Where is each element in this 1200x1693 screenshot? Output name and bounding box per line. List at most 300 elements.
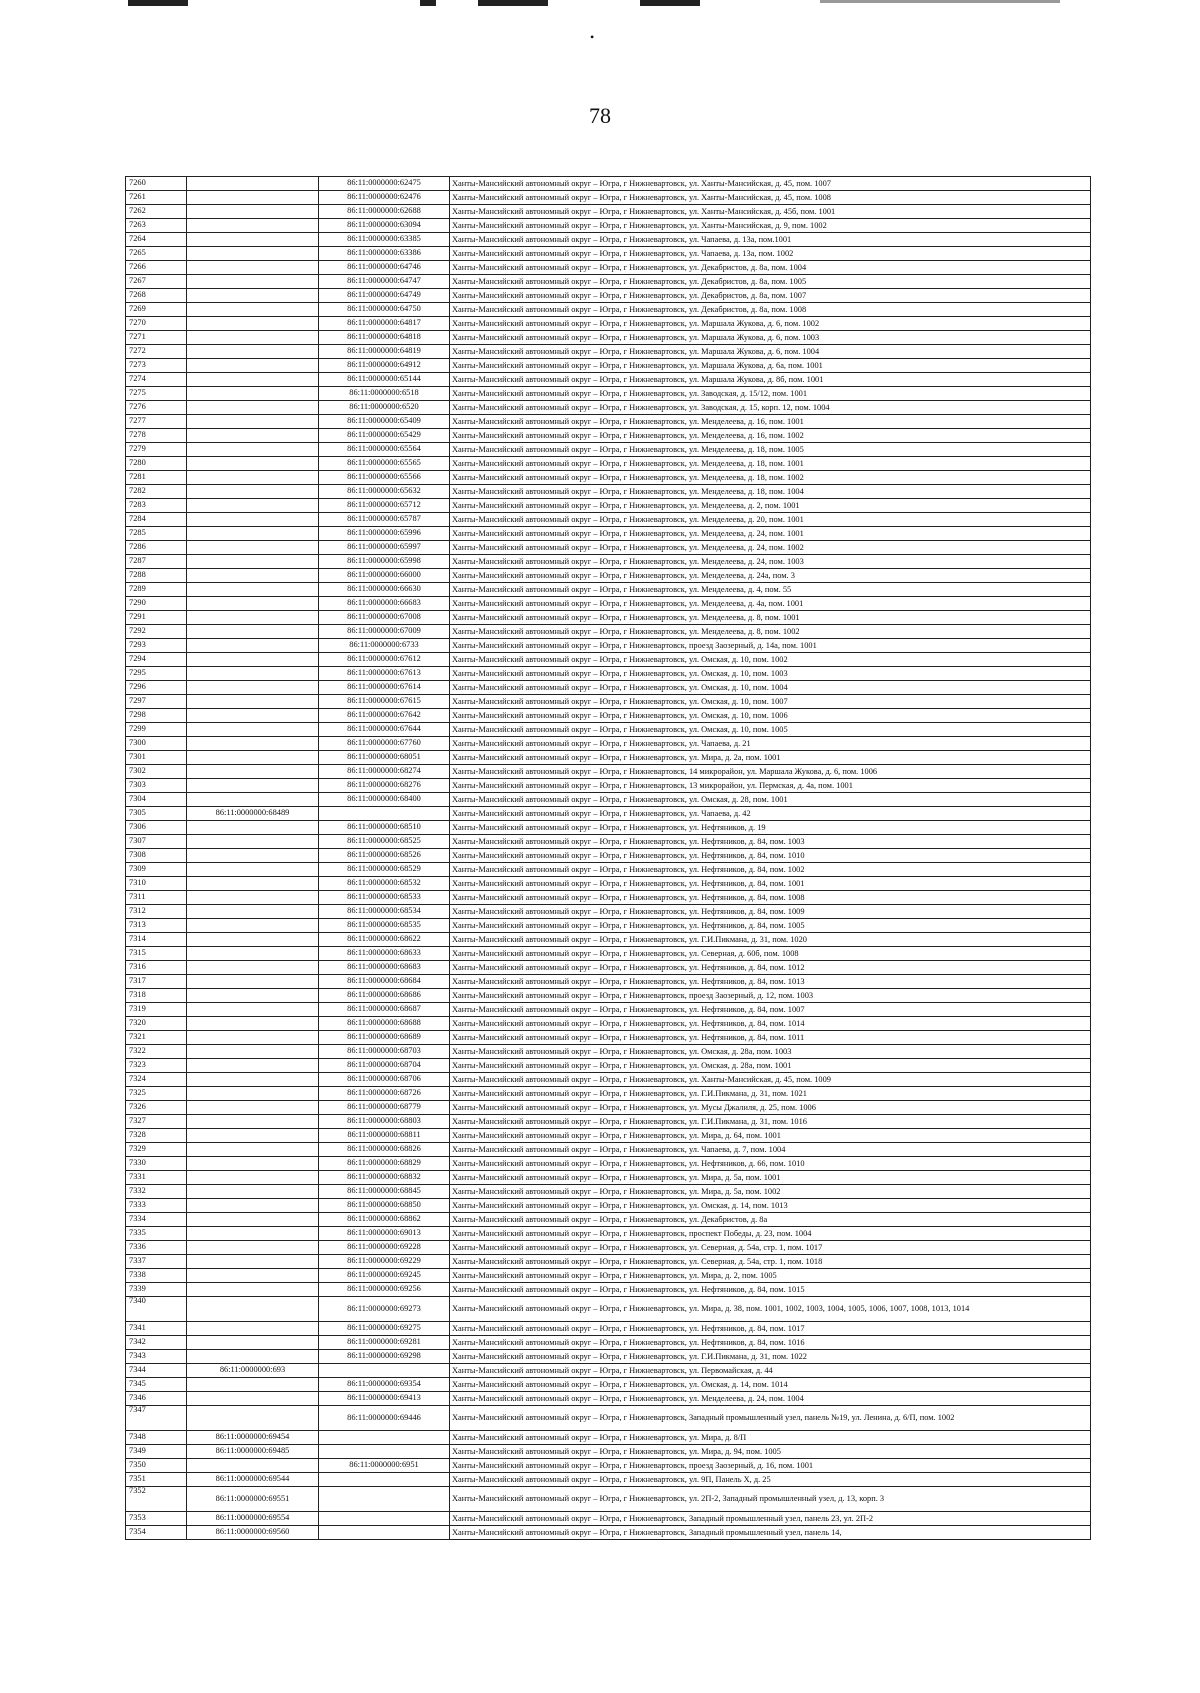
table-row bbox=[126, 1227, 1091, 1241]
table-row bbox=[126, 1255, 1091, 1269]
table-row bbox=[126, 401, 1091, 415]
row-number-cell: 7286 bbox=[126, 541, 187, 555]
row-number-cell: 7298 bbox=[126, 709, 187, 723]
premises-cadastral-number-cell: 86:11:0000000:68276 bbox=[319, 779, 450, 793]
address-cell: Ханты-Мансийский автономный округ – Югра, г Нижневартовск, ул. Нефтяников, д. 84, пом. 1002 bbox=[450, 863, 1091, 877]
premises-cadastral-number-cell: 86:11:0000000:69298 bbox=[319, 1350, 450, 1364]
premises-cadastral-number-cell: 86:11:0000000:67615 bbox=[319, 695, 450, 709]
land-cadastral-number-cell bbox=[187, 1059, 319, 1073]
row-number-cell: 7311 bbox=[126, 891, 187, 905]
row-number-cell: 7328 bbox=[126, 1129, 187, 1143]
table-row bbox=[126, 807, 1091, 821]
address-cell: Ханты-Мансийский автономный округ – Югра, г Нижневартовск, ул. Г.И.Пикмана, д. 31, пом. 1016 bbox=[450, 1115, 1091, 1129]
row-number-cell: 7315 bbox=[126, 947, 187, 961]
premises-cadastral-number-cell: 86:11:0000000:69413 bbox=[319, 1392, 450, 1406]
row-number-cell: 7292 bbox=[126, 625, 187, 639]
address-cell: Ханты-Мансийский автономный округ – Югра, г Нижневартовск, ул. Менделеева, д. 18, пом. 1002 bbox=[450, 471, 1091, 485]
address-cell: Ханты-Мансийский автономный округ – Югра, г Нижневартовск, ул. Нефтяников, д. 66, пом. 1010 bbox=[450, 1157, 1091, 1171]
row-number-cell: 7273 bbox=[126, 359, 187, 373]
row-number-cell: 7287 bbox=[126, 555, 187, 569]
address-cell: Ханты-Мансийский автономный округ – Югра, г Нижневартовск, ул. Декабристов, д. 8а, пом. 1004 bbox=[450, 261, 1091, 275]
land-cadastral-number-cell bbox=[187, 989, 319, 1003]
land-cadastral-number-cell bbox=[187, 723, 319, 737]
row-number-cell: 7304 bbox=[126, 793, 187, 807]
row-number-cell: 7269 bbox=[126, 303, 187, 317]
table-row bbox=[126, 947, 1091, 961]
row-number-cell: 7264 bbox=[126, 233, 187, 247]
land-cadastral-number-cell bbox=[187, 905, 319, 919]
premises-cadastral-number-cell: 86:11:0000000:66683 bbox=[319, 597, 450, 611]
premises-cadastral-number-cell: 86:11:0000000:68686 bbox=[319, 989, 450, 1003]
table-row bbox=[126, 1392, 1091, 1406]
address-cell: Ханты-Мансийский автономный округ – Югра, г Нижневартовск, ул. Менделеева, д. 24, пом. 1004 bbox=[450, 1392, 1091, 1406]
address-cell: Ханты-Мансийский автономный округ – Югра, г Нижневартовск, ул. Нефтяников, д. 84, пом. 1017 bbox=[450, 1322, 1091, 1336]
row-number-cell: 7283 bbox=[126, 499, 187, 513]
row-number-cell: 7277 bbox=[126, 415, 187, 429]
premises-cadastral-number-cell: 86:11:0000000:62476 bbox=[319, 191, 450, 205]
premises-cadastral-number-cell: 86:11:0000000:65998 bbox=[319, 555, 450, 569]
row-number-cell: 7354 bbox=[126, 1526, 187, 1540]
address-cell: Ханты-Мансийский автономный округ – Югра, г Нижневартовск, ул. Менделеева, д. 18, пом. 1004 bbox=[450, 485, 1091, 499]
table-row bbox=[126, 303, 1091, 317]
table-row bbox=[126, 247, 1091, 261]
table-row bbox=[126, 765, 1091, 779]
table-row bbox=[126, 751, 1091, 765]
address-cell: Ханты-Мансийский автономный округ – Югра, г Нижневартовск, ул. Г.И.Пикмана, д. 31, пом. 1021 bbox=[450, 1087, 1091, 1101]
premises-cadastral-number-cell: 86:11:0000000:68683 bbox=[319, 961, 450, 975]
land-cadastral-number-cell bbox=[187, 667, 319, 681]
address-cell: Ханты-Мансийский автономный округ – Югра, г Нижневартовск, ул. Заводская, д. 15, корп. 12, пом. 1004 bbox=[450, 401, 1091, 415]
address-cell: Ханты-Мансийский автономный округ – Югра, г Нижневартовск, ул. Нефтяников, д. 84, пом. 1005 bbox=[450, 919, 1091, 933]
table-row bbox=[126, 695, 1091, 709]
land-cadastral-number-cell bbox=[187, 793, 319, 807]
land-cadastral-number-cell bbox=[187, 1199, 319, 1213]
address-cell: Ханты-Мансийский автономный округ – Югра, г Нижневартовск, ул. Северная, д. 54а, стр. 1, пом. 1018 bbox=[450, 1255, 1091, 1269]
address-cell: Ханты-Мансийский автономный округ – Югра, г Нижневартовск, ул. Нефтяников, д. 84, пом. 1011 bbox=[450, 1031, 1091, 1045]
address-cell: Ханты-Мансийский автономный округ – Югра, г Нижневартовск, ул. Менделеева, д. 18, пом. 1005 bbox=[450, 443, 1091, 457]
premises-cadastral-number-cell: 86:11:0000000:65996 bbox=[319, 527, 450, 541]
premises-cadastral-number-cell: 86:11:0000000:6733 bbox=[319, 639, 450, 653]
premises-cadastral-number-cell: 86:11:0000000:67642 bbox=[319, 709, 450, 723]
row-number-cell: 7307 bbox=[126, 835, 187, 849]
address-cell: Ханты-Мансийский автономный округ – Югра, г Нижневартовск, Западный промышленный узел, панель 23, ул. 2П-2 bbox=[450, 1512, 1091, 1526]
table-row bbox=[126, 499, 1091, 513]
table-row bbox=[126, 485, 1091, 499]
land-cadastral-number-cell bbox=[187, 541, 319, 555]
row-number-cell: 7289 bbox=[126, 583, 187, 597]
row-number-cell: 7335 bbox=[126, 1227, 187, 1241]
land-cadastral-number-cell bbox=[187, 527, 319, 541]
premises-cadastral-number-cell: 86:11:0000000:68535 bbox=[319, 919, 450, 933]
table-row bbox=[126, 933, 1091, 947]
address-cell: Ханты-Мансийский автономный округ – Югра, г Нижневартовск, ул. Маршала Жукова, д. 6, пом. 1002 bbox=[450, 317, 1091, 331]
table-row bbox=[126, 219, 1091, 233]
row-number-cell: 7310 bbox=[126, 877, 187, 891]
land-cadastral-number-cell bbox=[187, 345, 319, 359]
row-number-cell: 7293 bbox=[126, 639, 187, 653]
land-cadastral-number-cell bbox=[187, 331, 319, 345]
row-number-cell: 7323 bbox=[126, 1059, 187, 1073]
premises-cadastral-number-cell: 86:11:0000000:68862 bbox=[319, 1213, 450, 1227]
land-cadastral-number-cell bbox=[187, 1378, 319, 1392]
address-cell: Ханты-Мансийский автономный округ – Югра, г Нижневартовск, ул. Маршала Жукова, д. 6, пом. 1004 bbox=[450, 345, 1091, 359]
table-row bbox=[126, 177, 1091, 191]
premises-cadastral-number-cell: 86:11:0000000:69013 bbox=[319, 1227, 450, 1241]
table-row bbox=[126, 961, 1091, 975]
address-cell: Ханты-Мансийский автономный округ – Югра, г Нижневартовск, ул. Нефтяников, д. 84, пом. 1012 bbox=[450, 961, 1091, 975]
table-row bbox=[126, 625, 1091, 639]
address-cell: Ханты-Мансийский автономный округ – Югра, г Нижневартовск, ул. Нефтяников, д. 84, пом. 1016 bbox=[450, 1336, 1091, 1350]
premises-cadastral-number-cell: 86:11:0000000:68633 bbox=[319, 947, 450, 961]
premises-cadastral-number-cell: 86:11:0000000:68274 bbox=[319, 765, 450, 779]
address-cell: Ханты-Мансийский автономный округ – Югра, г Нижневартовск, ул. Нефтяников, д. 84, пом. 1010 bbox=[450, 849, 1091, 863]
premises-cadastral-number-cell: 86:11:0000000:68803 bbox=[319, 1115, 450, 1129]
land-cadastral-number-cell bbox=[187, 1003, 319, 1017]
row-number-cell: 7350 bbox=[126, 1459, 187, 1473]
premises-cadastral-number-cell: 86:11:0000000:68532 bbox=[319, 877, 450, 891]
row-number-cell: 7262 bbox=[126, 205, 187, 219]
address-cell: Ханты-Мансийский автономный округ – Югра, г Нижневартовск, ул. Мира, д. 8/П bbox=[450, 1431, 1091, 1445]
land-cadastral-number-cell bbox=[187, 975, 319, 989]
row-number-cell: 7299 bbox=[126, 723, 187, 737]
address-cell: Ханты-Мансийский автономный округ – Югра, г Нижневартовск, Западный промышленный узел, панель 14, bbox=[450, 1526, 1091, 1540]
premises-cadastral-number-cell: 86:11:0000000:67613 bbox=[319, 667, 450, 681]
land-cadastral-number-cell bbox=[187, 317, 319, 331]
premises-cadastral-number-cell: 86:11:0000000:63386 bbox=[319, 247, 450, 261]
premises-cadastral-number-cell: 86:11:0000000:68689 bbox=[319, 1031, 450, 1045]
row-number-cell: 7267 bbox=[126, 275, 187, 289]
land-cadastral-number-cell bbox=[187, 639, 319, 653]
premises-cadastral-number-cell: 86:11:0000000:67009 bbox=[319, 625, 450, 639]
address-cell: Ханты-Мансийский автономный округ – Югра, г Нижневартовск, ул. Маршала Жукова, д. 6а, пом. 1001 bbox=[450, 359, 1091, 373]
premises-cadastral-number-cell: 86:11:0000000:68706 bbox=[319, 1073, 450, 1087]
row-number-cell: 7291 bbox=[126, 611, 187, 625]
row-number-cell: 7280 bbox=[126, 457, 187, 471]
row-number-cell: 7331 bbox=[126, 1171, 187, 1185]
premises-cadastral-number-cell: 86:11:0000000:64819 bbox=[319, 345, 450, 359]
address-cell: Ханты-Мансийский автономный округ – Югра, г Нижневартовск, ул. Ханты-Мансийская, д. 45, пом. 1007 bbox=[450, 177, 1091, 191]
land-cadastral-number-cell bbox=[187, 1350, 319, 1364]
premises-cadastral-number-cell: 86:11:0000000:68534 bbox=[319, 905, 450, 919]
premises-cadastral-number-cell: 86:11:0000000:64747 bbox=[319, 275, 450, 289]
land-cadastral-number-cell: 86:11:0000000:693 bbox=[187, 1364, 319, 1378]
premises-cadastral-number-cell: 86:11:0000000:67614 bbox=[319, 681, 450, 695]
table-row bbox=[126, 919, 1091, 933]
premises-cadastral-number-cell: 86:11:0000000:65787 bbox=[319, 513, 450, 527]
register-table bbox=[125, 176, 1091, 1540]
premises-cadastral-number-cell: 86:11:0000000:65632 bbox=[319, 485, 450, 499]
premises-cadastral-number-cell: 86:11:0000000:62688 bbox=[319, 205, 450, 219]
land-cadastral-number-cell bbox=[187, 569, 319, 583]
row-number-cell: 7290 bbox=[126, 597, 187, 611]
row-number-cell: 7319 bbox=[126, 1003, 187, 1017]
row-number-cell: 7284 bbox=[126, 513, 187, 527]
premises-cadastral-number-cell: 86:11:0000000:63385 bbox=[319, 233, 450, 247]
premises-cadastral-number-cell bbox=[319, 1445, 450, 1459]
premises-cadastral-number-cell: 86:11:0000000:62475 bbox=[319, 177, 450, 191]
premises-cadastral-number-cell: 86:11:0000000:68850 bbox=[319, 1199, 450, 1213]
premises-cadastral-number-cell: 86:11:0000000:6520 bbox=[319, 401, 450, 415]
row-number-cell: 7296 bbox=[126, 681, 187, 695]
premises-cadastral-number-cell: 86:11:0000000:6951 bbox=[319, 1459, 450, 1473]
address-cell: Ханты-Мансийский автономный округ – Югра, г Нижневартовск, проспект Победы, д. 23, пом. 1004 bbox=[450, 1227, 1091, 1241]
address-cell: Ханты-Мансийский автономный округ – Югра, г Нижневартовск, ул. Мира, д. 5а, пом. 1002 bbox=[450, 1185, 1091, 1199]
land-cadastral-number-cell bbox=[187, 485, 319, 499]
table-row bbox=[126, 1445, 1091, 1459]
address-cell: Ханты-Мансийский автономный округ – Югра, г Нижневартовск, ул. Северная, д. 60б, пом. 1008 bbox=[450, 947, 1091, 961]
land-cadastral-number-cell bbox=[187, 709, 319, 723]
table-row bbox=[126, 1336, 1091, 1350]
premises-cadastral-number-cell: 86:11:0000000:68400 bbox=[319, 793, 450, 807]
table-row bbox=[126, 667, 1091, 681]
table-row bbox=[126, 821, 1091, 835]
land-cadastral-number-cell bbox=[187, 751, 319, 765]
premises-cadastral-number-cell: 86:11:0000000:69228 bbox=[319, 1241, 450, 1255]
row-number-cell: 7317 bbox=[126, 975, 187, 989]
table-row bbox=[126, 1213, 1091, 1227]
premises-cadastral-number-cell: 86:11:0000000:68688 bbox=[319, 1017, 450, 1031]
table-row bbox=[126, 387, 1091, 401]
land-cadastral-number-cell bbox=[187, 737, 319, 751]
premises-cadastral-number-cell: 86:11:0000000:64817 bbox=[319, 317, 450, 331]
row-number-cell: 7334 bbox=[126, 1213, 187, 1227]
row-number-cell: 7302 bbox=[126, 765, 187, 779]
land-cadastral-number-cell bbox=[187, 1406, 319, 1431]
address-cell: Ханты-Мансийский автономный округ – Югра, г Нижневартовск, ул. Маршала Жукова, д. 6, пом. 1003 bbox=[450, 331, 1091, 345]
land-cadastral-number-cell bbox=[187, 611, 319, 625]
row-number-cell: 7316 bbox=[126, 961, 187, 975]
table-row bbox=[126, 1241, 1091, 1255]
address-cell: Ханты-Мансийский автономный округ – Югра, г Нижневартовск, ул. Омская, д. 14, пом. 1014 bbox=[450, 1378, 1091, 1392]
row-number-cell: 7272 bbox=[126, 345, 187, 359]
premises-cadastral-number-cell: 86:11:0000000:64818 bbox=[319, 331, 450, 345]
premises-cadastral-number-cell: 86:11:0000000:69354 bbox=[319, 1378, 450, 1392]
address-cell: Ханты-Мансийский автономный округ – Югра, г Нижневартовск, ул. Декабристов, д. 8а, пом. 1005 bbox=[450, 275, 1091, 289]
land-cadastral-number-cell bbox=[187, 1227, 319, 1241]
premises-cadastral-number-cell bbox=[319, 1431, 450, 1445]
table-row bbox=[126, 779, 1091, 793]
address-cell: Ханты-Мансийский автономный округ – Югра, г Нижневартовск, ул. Мира, д. 5а, пом. 1001 bbox=[450, 1171, 1091, 1185]
premises-cadastral-number-cell: 86:11:0000000:68051 bbox=[319, 751, 450, 765]
address-cell: Ханты-Мансийский автономный округ – Югра, г Нижневартовск, ул. Первомайская, д. 44 bbox=[450, 1364, 1091, 1378]
row-number-cell: 7349 bbox=[126, 1445, 187, 1459]
address-cell: Ханты-Мансийский автономный округ – Югра, г Нижневартовск, ул. Омская, д. 10, пом. 1007 bbox=[450, 695, 1091, 709]
table-row bbox=[126, 1364, 1091, 1378]
premises-cadastral-number-cell: 86:11:0000000:64912 bbox=[319, 359, 450, 373]
address-cell: Ханты-Мансийский автономный округ – Югра, г Нижневартовск, ул. Нефтяников, д. 84, пом. 1001 bbox=[450, 877, 1091, 891]
table-row bbox=[126, 471, 1091, 485]
address-cell: Ханты-Мансийский автономный округ – Югра, г Нижневартовск, ул. Менделеева, д. 24, пом. 1001 bbox=[450, 527, 1091, 541]
premises-cadastral-number-cell: 86:11:0000000:68829 bbox=[319, 1157, 450, 1171]
table-row bbox=[126, 289, 1091, 303]
table-row bbox=[126, 1171, 1091, 1185]
premises-cadastral-number-cell: 86:11:0000000:68684 bbox=[319, 975, 450, 989]
land-cadastral-number-cell bbox=[187, 1297, 319, 1322]
land-cadastral-number-cell bbox=[187, 891, 319, 905]
row-number-cell: 7330 bbox=[126, 1157, 187, 1171]
table-row bbox=[126, 1431, 1091, 1445]
table-row bbox=[126, 1512, 1091, 1526]
row-number-cell: 7321 bbox=[126, 1031, 187, 1045]
table-row bbox=[126, 1185, 1091, 1199]
table-row bbox=[126, 1269, 1091, 1283]
table-row bbox=[126, 345, 1091, 359]
land-cadastral-number-cell bbox=[187, 555, 319, 569]
address-cell: Ханты-Мансийский автономный округ – Югра, г Нижневартовск, 13 микрорайон, ул. Пермская, д. 4а, пом. 1001 bbox=[450, 779, 1091, 793]
address-cell: Ханты-Мансийский автономный округ – Югра, г Нижневартовск, ул. Менделеева, д. 2, пом. 1001 bbox=[450, 499, 1091, 513]
land-cadastral-number-cell: 86:11:0000000:69485 bbox=[187, 1445, 319, 1459]
row-number-cell: 7271 bbox=[126, 331, 187, 345]
premises-cadastral-number-cell bbox=[319, 1487, 450, 1512]
premises-cadastral-number-cell bbox=[319, 1512, 450, 1526]
table-row bbox=[126, 639, 1091, 653]
land-cadastral-number-cell bbox=[187, 401, 319, 415]
row-number-cell: 7265 bbox=[126, 247, 187, 261]
land-cadastral-number-cell bbox=[187, 583, 319, 597]
table-row bbox=[126, 429, 1091, 443]
land-cadastral-number-cell bbox=[187, 1045, 319, 1059]
row-number-cell: 7344 bbox=[126, 1364, 187, 1378]
land-cadastral-number-cell bbox=[187, 597, 319, 611]
land-cadastral-number-cell bbox=[187, 247, 319, 261]
premises-cadastral-number-cell: 86:11:0000000:65565 bbox=[319, 457, 450, 471]
land-cadastral-number-cell: 86:11:0000000:69560 bbox=[187, 1526, 319, 1540]
row-number-cell: 7345 bbox=[126, 1378, 187, 1392]
address-cell: Ханты-Мансийский автономный округ – Югра, г Нижневартовск, ул. Омская, д. 10, пом. 1003 bbox=[450, 667, 1091, 681]
table-row bbox=[126, 1073, 1091, 1087]
land-cadastral-number-cell bbox=[187, 191, 319, 205]
row-number-cell: 7270 bbox=[126, 317, 187, 331]
land-cadastral-number-cell bbox=[187, 1255, 319, 1269]
land-cadastral-number-cell bbox=[187, 863, 319, 877]
table-row bbox=[126, 359, 1091, 373]
land-cadastral-number-cell bbox=[187, 373, 319, 387]
address-cell: Ханты-Мансийский автономный округ – Югра, г Нижневартовск, ул. Нефтяников, д. 84, пом. 1008 bbox=[450, 891, 1091, 905]
land-cadastral-number-cell bbox=[187, 779, 319, 793]
premises-cadastral-number-cell bbox=[319, 1526, 450, 1540]
row-number-cell: 7351 bbox=[126, 1473, 187, 1487]
row-number-cell: 7327 bbox=[126, 1115, 187, 1129]
row-number-cell: 7318 bbox=[126, 989, 187, 1003]
table-row bbox=[126, 373, 1091, 387]
row-number-cell: 7297 bbox=[126, 695, 187, 709]
table-row bbox=[126, 205, 1091, 219]
premises-cadastral-number-cell: 86:11:0000000:68510 bbox=[319, 821, 450, 835]
row-number-cell: 7326 bbox=[126, 1101, 187, 1115]
table-row bbox=[126, 1297, 1091, 1322]
premises-cadastral-number-cell: 86:11:0000000:65997 bbox=[319, 541, 450, 555]
land-cadastral-number-cell bbox=[187, 933, 319, 947]
address-cell: Ханты-Мансийский автономный округ – Югра, г Нижневартовск, ул. Омская, д. 28а, пом. 1003 bbox=[450, 1045, 1091, 1059]
land-cadastral-number-cell: 86:11:0000000:68489 bbox=[187, 807, 319, 821]
land-cadastral-number-cell bbox=[187, 1241, 319, 1255]
land-cadastral-number-cell bbox=[187, 1143, 319, 1157]
premises-cadastral-number-cell bbox=[319, 807, 450, 821]
row-number-cell: 7260 bbox=[126, 177, 187, 191]
row-number-cell: 7294 bbox=[126, 653, 187, 667]
premises-cadastral-number-cell: 86:11:0000000:68533 bbox=[319, 891, 450, 905]
row-number-cell: 7300 bbox=[126, 737, 187, 751]
address-cell: Ханты-Мансийский автономный округ – Югра, г Нижневартовск, ул. Омская, д. 10, пом. 1004 bbox=[450, 681, 1091, 695]
land-cadastral-number-cell bbox=[187, 625, 319, 639]
row-number-cell: 7275 bbox=[126, 387, 187, 401]
address-cell: Ханты-Мансийский автономный округ – Югра, г Нижневартовск, ул. Декабристов, д. 8а bbox=[450, 1213, 1091, 1227]
table-row bbox=[126, 1378, 1091, 1392]
table-row bbox=[126, 541, 1091, 555]
table-row bbox=[126, 1487, 1091, 1512]
row-number-cell: 7347 bbox=[126, 1406, 187, 1431]
table-row bbox=[126, 1017, 1091, 1031]
row-number-cell: 7332 bbox=[126, 1185, 187, 1199]
land-cadastral-number-cell bbox=[187, 1459, 319, 1473]
land-cadastral-number-cell bbox=[187, 233, 319, 247]
address-cell: Ханты-Мансийский автономный округ – Югра, г Нижневартовск, ул. Мира, д. 64, пом. 1001 bbox=[450, 1129, 1091, 1143]
premises-cadastral-number-cell: 86:11:0000000:67644 bbox=[319, 723, 450, 737]
premises-cadastral-number-cell: 86:11:0000000:68703 bbox=[319, 1045, 450, 1059]
address-cell: Ханты-Мансийский автономный округ – Югра, г Нижневартовск, ул. Менделеева, д. 4а, пом. 1001 bbox=[450, 597, 1091, 611]
land-cadastral-number-cell bbox=[187, 359, 319, 373]
scan-artifact-strip bbox=[0, 0, 1200, 14]
address-cell: Ханты-Мансийский автономный округ – Югра, г Нижневартовск, ул. Омская, д. 10, пом. 1005 bbox=[450, 723, 1091, 737]
land-cadastral-number-cell: 86:11:0000000:69544 bbox=[187, 1473, 319, 1487]
address-cell: Ханты-Мансийский автономный округ – Югра, г Нижневартовск, ул. Менделеева, д. 8, пом. 1001 bbox=[450, 611, 1091, 625]
land-cadastral-number-cell bbox=[187, 275, 319, 289]
premises-cadastral-number-cell: 86:11:0000000:65409 bbox=[319, 415, 450, 429]
table-row bbox=[126, 891, 1091, 905]
address-cell: Ханты-Мансийский автономный округ – Югра, г Нижневартовск, ул. Чапаева, д. 13а, пом. 1002 bbox=[450, 247, 1091, 261]
row-number-cell: 7339 bbox=[126, 1283, 187, 1297]
premises-cadastral-number-cell: 86:11:0000000:68704 bbox=[319, 1059, 450, 1073]
table-row bbox=[126, 317, 1091, 331]
table-row bbox=[126, 527, 1091, 541]
table-row bbox=[126, 1115, 1091, 1129]
table-row bbox=[126, 737, 1091, 751]
table-row bbox=[126, 443, 1091, 457]
premises-cadastral-number-cell: 86:11:0000000:64750 bbox=[319, 303, 450, 317]
land-cadastral-number-cell bbox=[187, 1101, 319, 1115]
table-row bbox=[126, 611, 1091, 625]
row-number-cell: 7346 bbox=[126, 1392, 187, 1406]
land-cadastral-number-cell bbox=[187, 821, 319, 835]
land-cadastral-number-cell bbox=[187, 1185, 319, 1199]
table-row bbox=[126, 975, 1091, 989]
premises-cadastral-number-cell: 86:11:0000000:65564 bbox=[319, 443, 450, 457]
row-number-cell: 7308 bbox=[126, 849, 187, 863]
row-number-cell: 7279 bbox=[126, 443, 187, 457]
address-cell: Ханты-Мансийский автономный округ – Югра, г Нижневартовск, ул. Ханты-Мансийская, д. 45, пом. 1009 bbox=[450, 1073, 1091, 1087]
premises-cadastral-number-cell: 86:11:0000000:65429 bbox=[319, 429, 450, 443]
land-cadastral-number-cell bbox=[187, 1157, 319, 1171]
table-row bbox=[126, 597, 1091, 611]
table-row bbox=[126, 331, 1091, 345]
table-row bbox=[126, 513, 1091, 527]
land-cadastral-number-cell bbox=[187, 695, 319, 709]
table-row bbox=[126, 555, 1091, 569]
address-cell: Ханты-Мансийский автономный округ – Югра, г Нижневартовск, проезд Заозерный, д. 12, пом. 1003 bbox=[450, 989, 1091, 1003]
address-cell: Ханты-Мансийский автономный округ – Югра, г Нижневартовск, ул. Заводская, д. 15/12, пом. 1001 bbox=[450, 387, 1091, 401]
row-number-cell: 7342 bbox=[126, 1336, 187, 1350]
address-cell: Ханты-Мансийский автономный округ – Югра, г Нижневартовск, ул. Г.И.Пикмана, д. 31, пом. 1022 bbox=[450, 1350, 1091, 1364]
address-cell: Ханты-Мансийский автономный округ – Югра, г Нижневартовск, ул. Омская, д. 10, пом. 1006 bbox=[450, 709, 1091, 723]
premises-cadastral-number-cell: 86:11:0000000:65144 bbox=[319, 373, 450, 387]
address-cell: Ханты-Мансийский автономный округ – Югра, г Нижневартовск, ул. Омская, д. 10, пом. 1002 bbox=[450, 653, 1091, 667]
row-number-cell: 7278 bbox=[126, 429, 187, 443]
row-number-cell: 7329 bbox=[126, 1143, 187, 1157]
table-row bbox=[126, 793, 1091, 807]
table-row bbox=[126, 1473, 1091, 1487]
premises-cadastral-number-cell: 86:11:0000000:69446 bbox=[319, 1406, 450, 1431]
land-cadastral-number-cell: 86:11:0000000:69551 bbox=[187, 1487, 319, 1512]
